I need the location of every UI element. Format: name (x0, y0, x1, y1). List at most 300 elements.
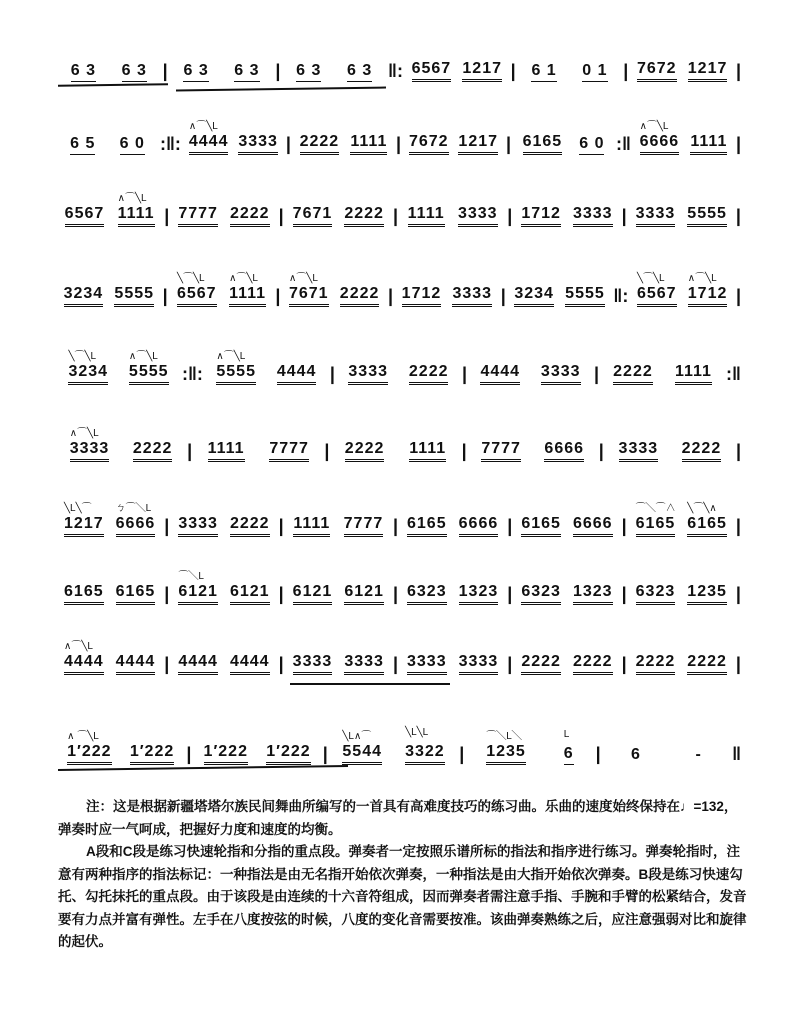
note-group (183, 62, 208, 82)
notes: 1712 (687, 285, 728, 302)
note-group (407, 515, 447, 537)
barline: | (598, 441, 604, 461)
crescendo-mark (58, 83, 168, 87)
notes: 6 3 (183, 62, 209, 79)
notes: 4444 (480, 363, 521, 380)
notes: 1217 (462, 60, 502, 77)
notes: 6323 (407, 583, 447, 600)
note-group (635, 503, 676, 537)
notes: 1235 (486, 743, 526, 760)
barline: | (510, 61, 516, 81)
measure (58, 62, 160, 82)
note-group (565, 285, 605, 307)
note-group (573, 205, 613, 227)
notes: 4444 (229, 653, 270, 670)
barline: | (459, 744, 465, 764)
note-group (409, 440, 446, 462)
note-group (688, 60, 728, 82)
notes: 2222 (229, 515, 270, 532)
notes: 3333 (457, 205, 498, 222)
score-row (58, 635, 744, 675)
score-row (58, 497, 744, 537)
barline: | (735, 516, 741, 536)
measure (58, 583, 161, 605)
note-group (402, 285, 442, 307)
barline: | (164, 584, 170, 604)
note-group (178, 205, 218, 227)
measure (519, 62, 621, 82)
barline: | (735, 654, 741, 674)
performance-notes (58, 796, 748, 954)
notes: 6567 (411, 60, 452, 77)
barline: | (735, 584, 741, 604)
barline: | (278, 584, 284, 604)
measure (58, 503, 161, 537)
note-group (277, 363, 317, 385)
measure (401, 205, 504, 227)
notes: 0 1 (582, 62, 608, 79)
note-group (234, 62, 259, 82)
measure (515, 515, 618, 537)
note-group (293, 653, 333, 675)
notes: 6323 (635, 583, 676, 600)
technique-mark: ㄅ⌒╲L (115, 503, 152, 514)
notes: 2222 (344, 440, 385, 457)
notes: 6567 (636, 285, 677, 302)
measure (58, 641, 161, 675)
technique-mark: ∧⌒╲L (229, 273, 258, 284)
notes: 1217 (687, 60, 728, 77)
notes: 2222 (229, 205, 270, 222)
measure (294, 133, 393, 155)
notes: 3234 (63, 285, 104, 302)
decrescendo-mark (290, 683, 450, 685)
notes: 6 0 (579, 135, 605, 152)
notes: 6165 (115, 583, 156, 600)
score-row (58, 42, 744, 82)
measure (58, 351, 179, 385)
measure (287, 515, 390, 537)
barline: | (324, 441, 330, 461)
technique-mark: ╲L╲⌒ (64, 503, 92, 514)
note-group (563, 729, 574, 765)
notes: 1235 (687, 583, 727, 600)
note-group (636, 653, 676, 675)
note-group (639, 121, 680, 155)
measure (630, 653, 733, 675)
notes: 6121 (292, 583, 333, 600)
notes: 1111 (690, 133, 728, 150)
barline: | (164, 516, 170, 536)
notes: 2222 (572, 653, 613, 670)
notes: 6165 (687, 515, 727, 532)
notes: 5555 (216, 363, 256, 380)
measure (287, 653, 390, 675)
note-group (68, 351, 109, 385)
note-group (458, 133, 498, 155)
measure (631, 273, 733, 307)
note-group (631, 746, 641, 765)
note-group (405, 727, 445, 765)
note-group (459, 583, 499, 605)
note-group (176, 273, 217, 307)
barline: | (621, 654, 627, 674)
score-row (58, 565, 744, 605)
note-group (296, 62, 321, 82)
technique-mark: ⌒╲L (178, 571, 204, 582)
barline: | (735, 441, 742, 461)
notes: 1111 (407, 205, 445, 222)
notes: 1111 (117, 205, 155, 222)
note-group (514, 285, 554, 307)
notes: 1111 (207, 440, 245, 457)
note-group (636, 583, 676, 605)
barline: | (623, 61, 629, 81)
notes: 4444 (178, 653, 218, 670)
note-group (521, 205, 561, 227)
note-group (544, 440, 584, 462)
notes: 5555 (128, 363, 169, 380)
barline: | (461, 364, 467, 384)
note-group (178, 653, 218, 675)
notes: 6 (563, 745, 574, 762)
note-group (619, 440, 659, 462)
barline: | (388, 286, 394, 306)
note-group (344, 205, 384, 227)
barline: | (162, 286, 168, 306)
notes: 5555 (114, 285, 155, 302)
score-row (58, 345, 744, 385)
notes: 1′222 (203, 743, 248, 760)
measure (604, 746, 729, 765)
note-group (71, 62, 96, 82)
measure (467, 729, 592, 765)
barline: :‖ (616, 134, 631, 154)
notes: 2222 (613, 363, 653, 380)
barline: | (162, 61, 168, 81)
measure (172, 653, 275, 675)
notes: 2222 (339, 285, 380, 302)
crescendo-mark (58, 765, 348, 771)
measure (283, 273, 385, 307)
notes: 2222 (687, 653, 727, 670)
notes: 1′222 (266, 743, 311, 760)
notes: 7671 (292, 205, 333, 222)
measure (515, 583, 618, 605)
note-group (486, 731, 526, 765)
measure (406, 60, 508, 82)
note-group (114, 285, 154, 307)
note-group (230, 583, 270, 605)
notes: 3333 (458, 653, 499, 670)
barline: | (392, 654, 398, 674)
notes: 6666 (115, 515, 156, 532)
note-group (293, 515, 330, 537)
notes: 6121 (344, 583, 384, 600)
measure (509, 285, 611, 307)
note-group (288, 273, 329, 307)
barline: ‖ (732, 744, 742, 764)
barline: | (507, 516, 513, 536)
technique-mark: ╲⌒╲L (636, 273, 665, 284)
notes: 1217 (458, 133, 499, 150)
barline: | (187, 441, 193, 461)
barline: | (329, 364, 335, 384)
notes: 6165 (522, 133, 563, 150)
barline: | (735, 61, 742, 81)
barline: | (507, 654, 513, 674)
barline: | (164, 206, 170, 226)
note-group (64, 503, 104, 537)
barline: | (285, 134, 291, 154)
notes: 6 3 (70, 62, 97, 79)
measure (515, 205, 618, 227)
notes: 6165 (635, 515, 676, 532)
barline: | (621, 516, 627, 536)
note-group (637, 60, 677, 82)
technique-mark: ∧ ⌒╲L (67, 731, 99, 742)
crescendo-mark (176, 87, 386, 92)
barline: | (186, 744, 192, 764)
notes: 4444 (276, 363, 317, 380)
note-group (523, 133, 563, 155)
note-group (115, 503, 156, 537)
technique-mark: ╲⌒╲L (68, 351, 97, 362)
note-group (230, 653, 270, 675)
technique-mark: ╲⌒╲L (176, 273, 205, 284)
measure (470, 440, 596, 462)
notes: 6666 (458, 515, 499, 532)
note-group (70, 135, 95, 155)
note-group (459, 515, 499, 537)
measure (287, 205, 390, 227)
note-group (269, 440, 309, 462)
barline: | (275, 286, 281, 306)
measure (283, 62, 385, 82)
notes: 5544 (342, 743, 382, 760)
notes: 6 5 (70, 135, 96, 152)
note-group (573, 583, 613, 605)
notes: 6666 (639, 133, 680, 150)
note-group (133, 440, 173, 462)
note-group (675, 363, 712, 385)
barline: | (507, 584, 513, 604)
notes: 3333 (178, 515, 218, 532)
barline: ‖: (388, 61, 403, 81)
note-group (69, 428, 110, 462)
notes: 3234 (514, 285, 554, 302)
note-group (407, 653, 447, 675)
notes: 1111 (229, 285, 267, 302)
note-group (481, 440, 521, 462)
barline: | (322, 744, 328, 764)
note-group (407, 583, 447, 605)
notes: 1111 (409, 440, 447, 457)
measure (184, 121, 283, 155)
note-group (340, 285, 380, 307)
measure (634, 121, 733, 155)
note-group (347, 62, 372, 82)
notes: 2222 (681, 440, 722, 457)
measure (206, 351, 327, 385)
measure (172, 515, 275, 537)
technique-mark: ∧⌒╲L (288, 273, 318, 284)
measure (515, 653, 618, 675)
note-group (293, 205, 333, 227)
notes: 6567 (176, 285, 217, 302)
barline: :‖ (726, 364, 741, 384)
notes: 3333 (635, 205, 676, 222)
notes: 2222 (299, 133, 340, 150)
note-group (64, 583, 104, 605)
barline: | (278, 516, 284, 536)
measure (607, 440, 733, 462)
score-row (58, 187, 744, 227)
note-group (531, 62, 556, 82)
notes: 6121 (178, 583, 218, 600)
note-group (458, 205, 498, 227)
notes: 6121 (229, 583, 270, 600)
note-group (345, 440, 385, 462)
note-group (521, 583, 561, 605)
notes: 6 1 (531, 62, 557, 79)
note-group (348, 363, 388, 385)
measure (514, 133, 613, 155)
note-group (230, 515, 270, 537)
measure (630, 205, 733, 227)
technique-mark: ∧⌒╲L (117, 193, 147, 204)
notes: 3333 (348, 363, 388, 380)
note-group (573, 515, 613, 537)
note-group (230, 205, 270, 227)
note-group (178, 515, 218, 537)
barline: | (735, 134, 741, 154)
note-group (695, 746, 701, 765)
notes: 3322 (405, 743, 445, 760)
notes: 3333 (69, 440, 110, 457)
note-group (579, 135, 604, 155)
barline: | (278, 206, 284, 226)
notes: 1323 (458, 583, 499, 600)
note-group (350, 133, 387, 155)
note-group (613, 363, 653, 385)
note-group (67, 731, 112, 765)
measure (404, 133, 503, 155)
note-group (687, 503, 727, 537)
note-paragraph-2: A段和C段是练习快速轮指和分指的重点段。弹奏者一定按照乐谱所标的指法和指序进行练习。弹奏轮指时，注意有两种指序的指法标记：一种指法是由无名指开始依次弹奏，一种指法是由大指开始依次弹奏。B段是练习快速勾托、勾托抹托的重点段。由于该段是由连续的十六音符组成，因而弹奏者需注意手指、手腕和手臂的松紧结合，发音要有力点并富有弹性。左手在八度按弦的时候，八度的变化音需要按准。该曲弹奏熟练之后，应注意强弱对比和旋律的起伏。 (58, 844, 747, 949)
note-group (342, 731, 382, 765)
barline: | (500, 286, 506, 306)
note-group (266, 743, 310, 765)
note-group (452, 285, 492, 307)
note-group (293, 583, 333, 605)
notes: 4444 (115, 653, 156, 670)
measure (171, 273, 273, 307)
measure (396, 285, 498, 307)
barline: | (461, 441, 467, 461)
note-group (690, 133, 727, 155)
measure (630, 583, 733, 605)
notes: 4444 (64, 653, 104, 670)
notes: 6 0 (119, 135, 145, 152)
note-group (344, 583, 384, 605)
barline: | (735, 206, 741, 226)
note-group (521, 515, 561, 537)
measure (401, 515, 504, 537)
measure (58, 731, 183, 765)
note-group (238, 133, 278, 155)
notes: 1′222 (129, 743, 175, 760)
notes: 1111 (293, 515, 331, 532)
note-group (687, 583, 727, 605)
notes: 3333 (407, 653, 447, 670)
notes: 3234 (68, 363, 109, 380)
notes: 1712 (401, 285, 442, 302)
notes: - (695, 746, 702, 763)
note-group (408, 205, 445, 227)
note-group (409, 363, 449, 385)
note-group (120, 135, 145, 155)
barline: | (593, 364, 600, 384)
note-group (204, 743, 248, 765)
measure (58, 285, 160, 307)
notes: 4444 (188, 133, 229, 150)
notes: 7777 (178, 205, 218, 222)
notes: 7777 (343, 515, 384, 532)
note-group (116, 583, 156, 605)
note-group (300, 133, 340, 155)
measure (338, 363, 459, 385)
note-group (116, 653, 156, 675)
barline: | (395, 134, 401, 154)
note-group (117, 193, 155, 227)
measure (58, 193, 161, 227)
note-group (208, 440, 245, 462)
measure (172, 571, 275, 605)
note-group (582, 62, 607, 82)
measure (171, 62, 273, 82)
notes: 6 (630, 746, 641, 763)
technique-mark: ⌒╲⌒∧ (635, 503, 676, 514)
notes: 7777 (269, 440, 309, 457)
note-group (64, 641, 104, 675)
measure (195, 440, 321, 462)
notes: 2222 (344, 205, 384, 222)
barline: | (505, 134, 512, 154)
note-group (188, 121, 229, 155)
notes: 6666 (544, 440, 585, 457)
measure (602, 363, 723, 385)
barline: | (164, 654, 170, 674)
measure (401, 583, 504, 605)
barline: | (275, 61, 281, 81)
barline: | (735, 286, 742, 306)
score-row (58, 115, 744, 155)
technique-mark: L (563, 729, 570, 740)
notes: 6 3 (346, 62, 373, 79)
note-group (480, 363, 520, 385)
barline: | (392, 584, 398, 604)
barline: | (621, 584, 627, 604)
measure (331, 727, 456, 765)
technique-mark: ∧⌒╲L (687, 273, 717, 284)
notes: 1111 (674, 363, 712, 380)
technique-mark: ╲L∧⌒ (342, 731, 372, 742)
technique-mark: ∧⌒╲L (69, 428, 99, 439)
technique-mark: ⌒╲L╲ (486, 731, 522, 742)
note-group (122, 62, 147, 82)
notes: 6323 (521, 583, 561, 600)
